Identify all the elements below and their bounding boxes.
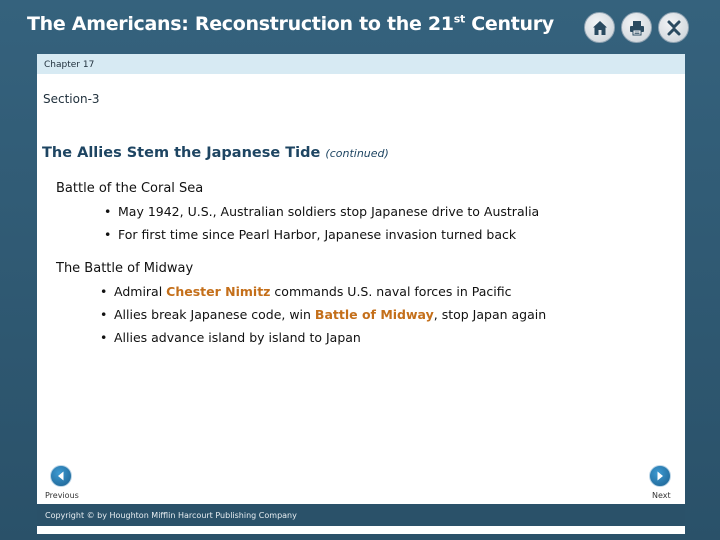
- slide-heading: [42, 145, 389, 161]
- previous-button[interactable]: [50, 465, 72, 487]
- heading-text: The Allies Stem the Japanese Tide: [42, 145, 321, 161]
- bullet-dot: •: [100, 330, 108, 345]
- print-button[interactable]: [621, 12, 652, 43]
- topic-title: The Battle of Midway: [56, 261, 194, 276]
- chapter-label: Chapter 17: [44, 60, 95, 70]
- term-chester-nimitz[interactable]: Chester Nimitz: [166, 284, 271, 299]
- window-title: The Americans: Reconstruction to the 21st Century: [27, 12, 554, 35]
- close-icon: [665, 19, 683, 37]
- bullet-dot: •: [100, 307, 108, 322]
- bullet-dot: •: [104, 227, 112, 242]
- bullet-dot: •: [100, 284, 108, 299]
- bullet-dot: •: [104, 204, 112, 219]
- previous-label[interactable]: Previous: [45, 491, 79, 500]
- chapter-bar: [37, 54, 685, 74]
- close-button[interactable]: [658, 12, 689, 43]
- bullet-item: • For first time since Pearl Harbor, Japanese invasion turned back: [104, 227, 517, 242]
- bullet-item: • Admiral Chester Nimitz commands U.S. naval forces in Pacific: [100, 284, 512, 299]
- arrow-right-icon: [654, 470, 666, 482]
- heading-continued: (continued): [325, 147, 389, 160]
- home-button[interactable]: [584, 12, 615, 43]
- term-battle-of-midway[interactable]: Battle of Midway: [314, 307, 434, 322]
- footer-bar: [37, 504, 685, 526]
- next-label[interactable]: Next: [652, 491, 671, 500]
- top-nav-icons: [584, 12, 689, 43]
- bullet-item: • Allies advance island by island to Japan: [100, 330, 361, 345]
- arrow-left-icon: [55, 470, 67, 482]
- home-icon: [591, 19, 609, 37]
- print-icon: [628, 19, 646, 37]
- copyright-text: Copyright © by Houghton Mifflin Harcourt Publishing Company: [45, 511, 297, 520]
- bullet-item: • Allies break Japanese code, win Battle of Midway, stop Japan again: [100, 307, 547, 322]
- bullet-item: • May 1942, U.S., Australian soldiers stop Japanese drive to Australia: [104, 204, 540, 219]
- section-label: Section-3: [43, 92, 100, 106]
- next-button[interactable]: [649, 465, 671, 487]
- slide-content: [37, 54, 685, 534]
- topic-title: Battle of the Coral Sea: [56, 181, 204, 196]
